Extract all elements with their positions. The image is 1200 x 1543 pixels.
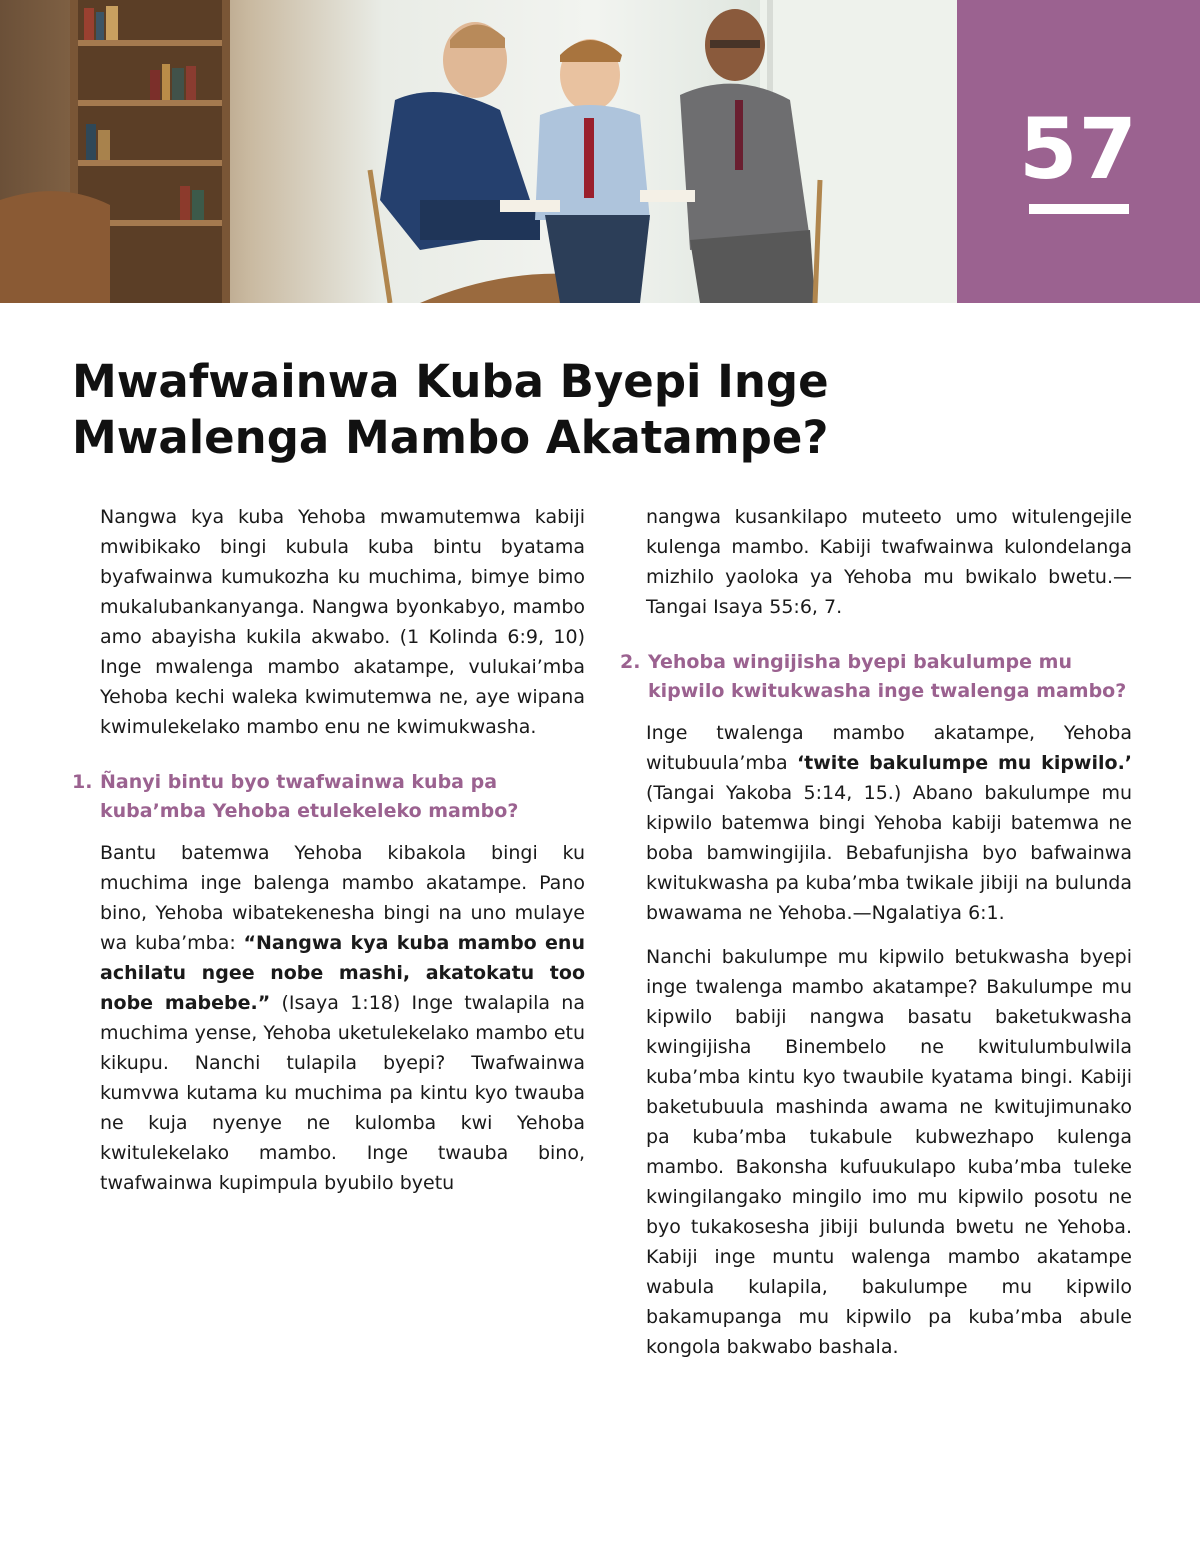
bible-quote: “Nangwa kya kuba mambo enu achilatu ngee nobe mashi, akatokatu too nobe mabebe.”	[100, 932, 585, 1014]
text-run: (Isaya 1:18) Inge twalapila na muchima yense, Yehoba uketulekelako mambo etu kikupu. Nanchi tulapila byepi? Twafwainwa kumvwa kutama ku muchima pa kintu kyo twauba ne kuja nyenye ne kulomba kwi Yehoba kwitulekelako mambo. Inge twauba bino, twafwainwa kupimpula byubilo byetu	[100, 992, 585, 1194]
bible-quote: ‘twite bakulumpe mu kipwilo.’	[796, 752, 1132, 774]
question-text: Ñanyi bintu byo twafwainwa kuba pa kuba’mba Yehoba etulekeleko mambo?	[100, 771, 519, 822]
text-run: (Tangai Yakoba 5:14, 15.) Abano bakulumpe mu kipwilo batemwa bingi Yehoba kabiji batemwa ne boba bamwingijila. Bebafunjisha byo bafwainwa kwitukwasha pa kuba’mba twikale jibiji na bulunda bwawama ne Yehoba.—Ngalatiya 6:1.	[646, 782, 1132, 924]
right-column	[620, 502, 1132, 1376]
intro-paragraph: Nangwa kya kuba Yehoba mwamutemwa kabiji mwibikako bingi kubula kuba bintu byatama byafwainwa kumukozha ku muchima, bimye bimo mukalubankanyanga. Nangwa byonkabyo, mambo amo abayisha kukila akwabo. (1 Kolinda 6:9, 10) Inge mwalenga mambo akatampe, vulukai’mba Yehoba kechi waleka kwimutemwa ne, aye wipana kwimulekelako mambo enu ne kwimukwasha.	[100, 506, 585, 738]
left-column	[72, 502, 585, 1212]
lesson-number-box	[957, 0, 1200, 303]
question-2	[620, 648, 1132, 706]
section-1-paragraph	[72, 838, 585, 1198]
question-number: 1.	[72, 771, 93, 793]
section-2-paragraph-2: Nanchi bakulumpe mu kipwilo betukwasha byepi inge twalenga mambo akatampe? Bakulumpe mu kipwilo babiji nangwa basatu baketukwasha kwingijisha Binembelo ne kwitulumbulwila kuba’mba kintu kyo twaubile kyatama bingi. Kabiji baketubuula mashinda awama ne kwitujimunako pa kuba’mba tukabule kubwezhapo kulenga mambo. Bakonsha kufuukulapo kuba’mba tuleke kwingilangako mingilo imo mu kipwilo posotu ne byo tukakosesha jibiji bulunda bwetu ne Yehoba. Kabiji inge muntu walenga mambo akatampe wabula kulapila, bakulumpe mu kipwilo bakamupanga mu kipwilo pa kuba’mba abule kongola bakwabo bashala.	[646, 946, 1132, 1358]
section-2-paragraph-1	[620, 718, 1132, 928]
question-number: 2.	[620, 651, 641, 673]
lesson-number-underline	[1029, 204, 1129, 214]
header-photo	[0, 0, 957, 303]
question-1	[72, 768, 585, 826]
question-text: Yehoba wingijisha byepi bakulumpe mu kipwilo kwitukwasha inge twalenga mambo?	[648, 651, 1127, 702]
text-run: Inge twalenga mambo akatampe, Yehoba witubuula’mba	[646, 722, 1132, 774]
lesson-number: 57	[1019, 100, 1138, 198]
section-1-paragraph-continued: nangwa kusankilapo muteeto umo witulengejile kulenga mambo. Kabiji twafwainwa kulondelanga mizhilo yaoloka ya Yehoba mu bwikalo bwetu.—Tangai Isaya 55:6, 7.	[646, 506, 1132, 618]
page-title: Mwafwainwa Kuba Byepi Inge Mwalenga Mambo Akatampe?	[72, 355, 829, 464]
photo-illustration	[0, 0, 957, 303]
text-run: Bantu batemwa Yehoba kibakola bingi ku muchima inge balenga mambo akatampe. Pano bino, Yehoba wibatekenesha bingi na uno mulaye wa kuba’mba:	[100, 842, 585, 954]
